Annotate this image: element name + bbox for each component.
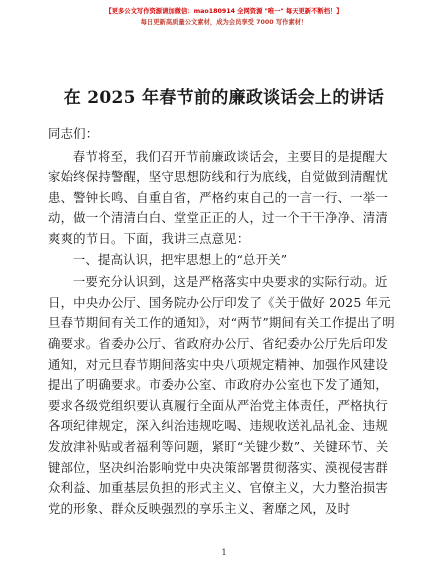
greeting: 同志们： <box>48 126 99 141</box>
intro-paragraph: 春节将至，我们召开节前廉政谈话会，主要目的是提醒大家始终保持警醒，坚守思想防线和行为底线，自觉做到清醒忧患、警钟长鸣、自重自省，严格约束自己的一言一行、一举一动，做一个清清白白、堂堂正正的人，过一个干干净净、清清爽爽的节日。下面，我讲三点意见： <box>48 148 388 246</box>
promo-banner <box>0 6 448 28</box>
promo-banner-line-2: 每日更新高质量公文素材，成为会员享受 7000 写作素材！ <box>140 19 308 26</box>
section-body-paragraph: 一要充分认识到，这是严格落实中央要求的实际行动。近日，中央办公厅、国务院办公厅印发了《关于做好 2025 年元旦春节期间有关工作的通知》，对“两节”期间有关工作提出了明确要求。省委办公厅、省政府办公厅、省纪委办公厅先后印发通知，对元旦春节期间落实中央八项规定精神、加强作风建设提出了明确要求。市委办公室、市政府办公室也下发了通知，要求各级党组织要认真履行全面从严治党主体责任，严格执行各项纪律规定，深入纠治违规吃喝、违规收送礼品礼金、违规发放津补贴或者福利等问题，紧盯“关键少数”、关键环节、关键部位，坚决纠治影响党中央决策部署贯彻落实、漠视侵害群众利益、加重基层负担的形式主义、官僚主义，大力整治损害党的形象、群众反映强烈的享乐主义、奢靡之风，及时 <box>48 274 395 516</box>
document-body <box>48 124 400 519</box>
document-title: 在 2025 年春节前的廉政谈话会上的讲话 <box>63 88 385 108</box>
section-heading: 一、提高认识，把牢思想上的“总开关” <box>72 251 288 267</box>
promo-banner-line-1: 【更多公文写作资源请加微信：mao180914 全网资源 "唯一" 每天更新不断档！】 <box>105 8 343 15</box>
page-number: 1 <box>221 548 227 557</box>
